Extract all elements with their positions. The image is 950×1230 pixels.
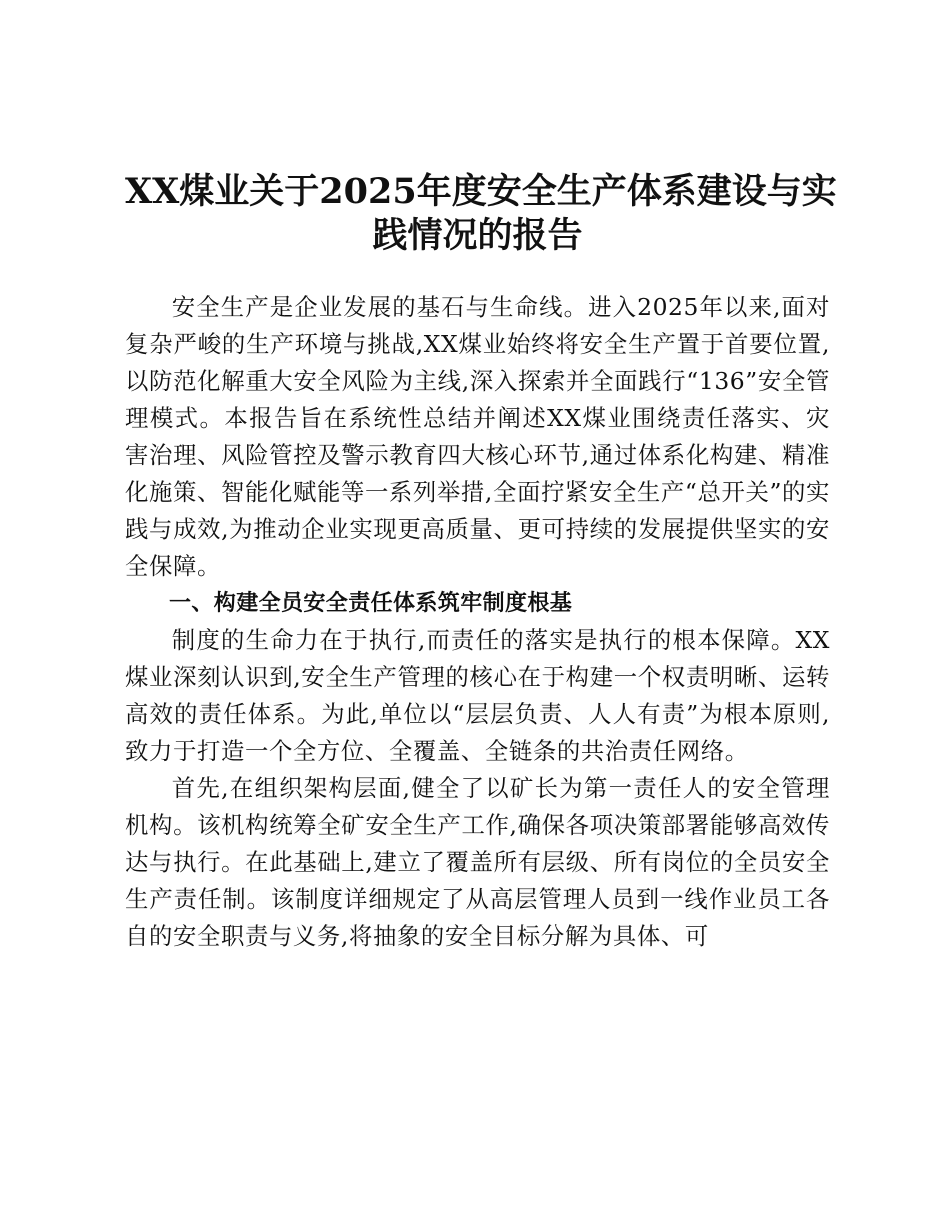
document-page [125,170,837,955]
title-line-2: 践情况的报告 [372,215,583,256]
document-title [125,170,837,258]
section-heading-1: 一、构建全员安全责任体系筑牢制度根基 [169,591,573,616]
intro-paragraph: 安全生产是企业发展的基石与生命线。进入2025年以来,面对复杂严峻的生产环境与挑战,XX煤业始终将安全生产置于首要位置,以防范化解重大安全风险为主线,深入探索并全面践行“136”安全管理模式。本报告旨在系统性总结并阐述XX煤业围绕责任落实、灾害治理、风险管控及警示教育四大核心环节,通过体系化构建、精准化施策、智能化赋能等一系列举措,全面拧紧安全生产“总开关”的实践与成效,为推动企业实现更高质量、更可持续的发展提供坚实的安全保障。 [125,293,830,580]
document-body [125,289,830,955]
section1-paragraph-1: 制度的生命力在于执行,而责任的落实是执行的根本保障。XX煤业深刻认识到,安全生产管理的核心在于构建一个权责明晰、运转高效的责任体系。为此,单位以“层层负责、人人有责”为根本原则,致力于打造一个全方位、全覆盖、全链条的共治责任网络。 [125,626,830,765]
title-line-1: XX煤业关于2025年度安全生产体系建设与实 [125,171,837,212]
section1-paragraph-2: 首先,在组织架构层面,健全了以矿长为第一责任人的安全管理机构。该机构统筹全矿安全生产工作,确保各项决策部署能够高效传达与执行。在此基础上,建立了覆盖所有层级、所有岗位的全员安全生产责任制。该制度详细规定了从高层管理人员到一线作业员工各自的安全职责与义务,将抽象的安全目标分解为具体、可 [125,774,830,950]
